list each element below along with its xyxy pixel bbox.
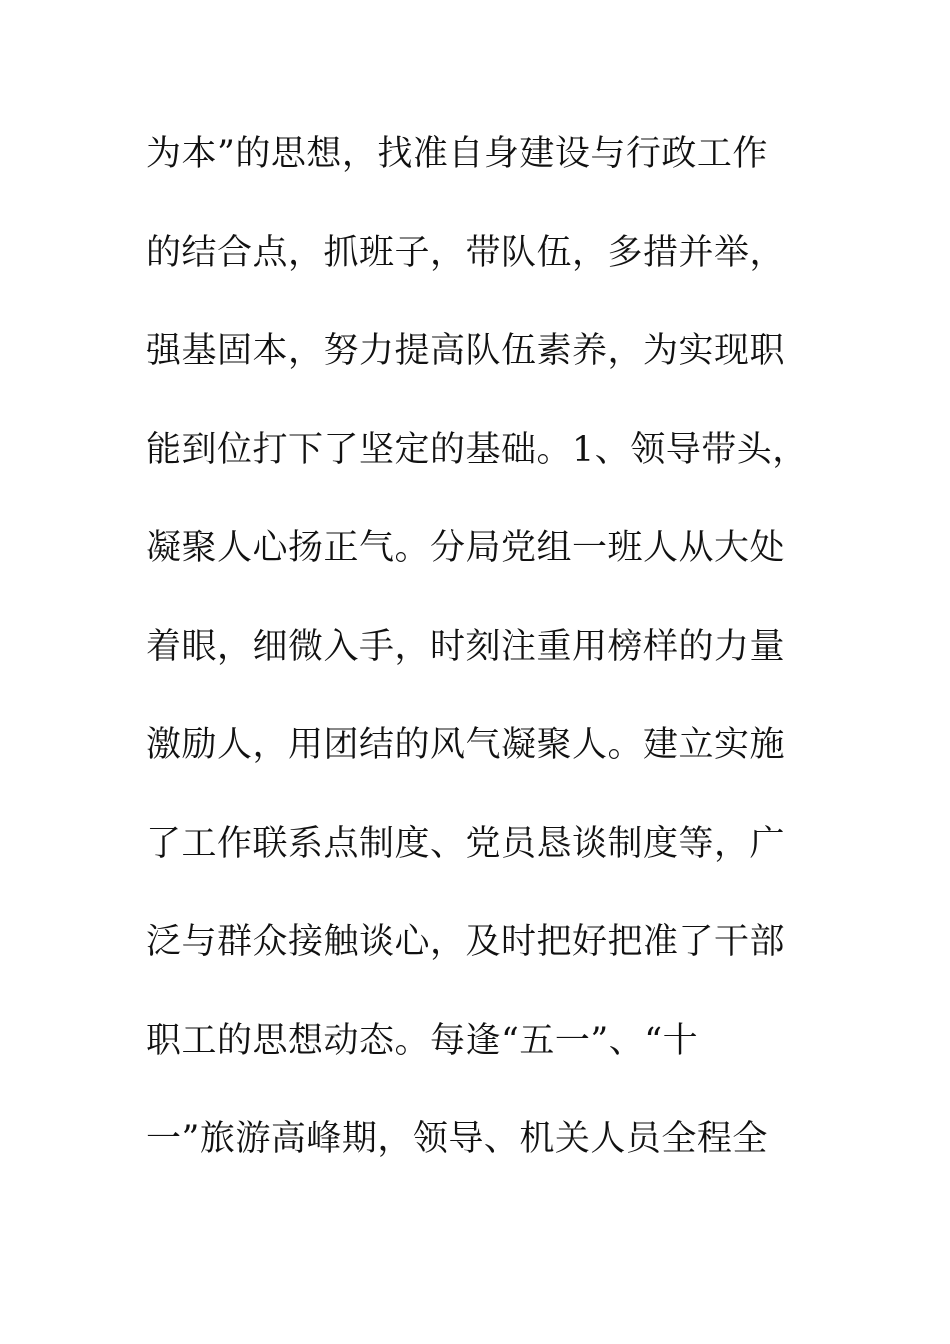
text-line: 能到位打下了坚定的基础。1、领导带头， (146, 429, 808, 470)
text-line: 凝聚人心扬正气。分局党组一班人从大处 (146, 528, 786, 568)
text-line: 了工作联系点制度、党员恳谈制度等，广 (146, 823, 786, 864)
text-line: 的结合点，抓班子，带队伍，多措并举， (146, 232, 786, 273)
text-line: 着眼，细微入手，时刻注重用榜样的力量 (146, 626, 786, 667)
text-line: 激励人，用团结的风气凝聚人。建立实施 (146, 725, 786, 765)
text-line: 一”旅游高峰期，领导、机关人员全程全 (146, 1119, 768, 1159)
text-line: 职工的思想动态。每逢“五一”、“十 (146, 1020, 699, 1061)
text-line: 为本”的思想，找准自身建设与行政工作 (146, 134, 768, 174)
text-line: 强基固本，努力提高队伍素养，为实现职 (146, 331, 786, 371)
text-line: 泛与群众接触谈心，及时把好把准了干部 (146, 922, 786, 962)
body-text (146, 124, 808, 1208)
